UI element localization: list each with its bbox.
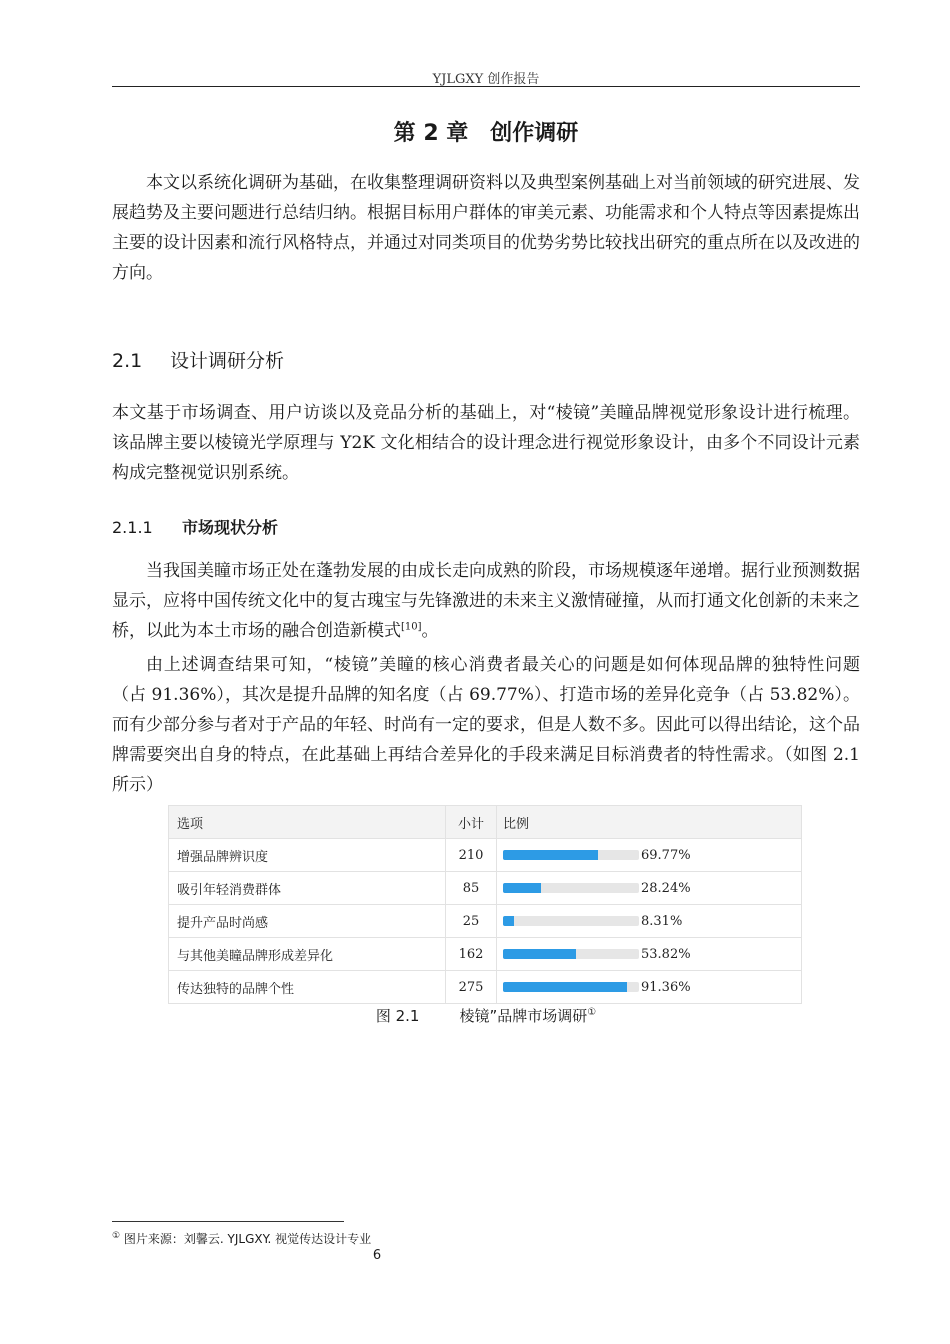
row-option: 增强品牌辨识度	[169, 839, 446, 872]
ratio-bar-group	[503, 980, 801, 995]
ratio-bar-track	[503, 883, 639, 893]
footnote-text: 图片来源：刘馨云. YJLGXY. 视觉传达设计专业	[123, 1232, 372, 1246]
row-option: 提升产品时尚感	[169, 905, 446, 938]
citation-ref[interactable]: [10]	[401, 621, 422, 633]
footnote-ref[interactable]: ①	[587, 1007, 597, 1018]
section-title: 设计调研分析	[170, 350, 285, 372]
footnote-mark: ①	[112, 1231, 121, 1241]
header-ratio: 比例	[497, 806, 802, 839]
ratio-percent: 91.36%	[641, 979, 691, 995]
ratio-bar-fill	[503, 949, 576, 959]
table-row	[169, 839, 802, 872]
ratio-bar-fill	[503, 982, 627, 992]
figure-title: 棱镜”品牌市场调研	[459, 1007, 588, 1025]
row-ratio	[497, 905, 802, 938]
market-paragraph-1	[112, 556, 860, 646]
row-count: 210	[446, 839, 497, 872]
running-header: YJLGXY 创作报告	[432, 72, 540, 87]
row-ratio	[497, 839, 802, 872]
row-option: 吸引年轻消费群体	[169, 872, 446, 905]
footnote	[112, 1230, 371, 1247]
table-row	[169, 872, 802, 905]
row-count: 162	[446, 938, 497, 971]
row-count: 85	[446, 872, 497, 905]
ratio-percent: 28.24%	[641, 880, 691, 896]
ratio-bar-group	[503, 848, 801, 863]
table-row	[169, 938, 802, 971]
row-option: 与其他美瞳品牌形成差异化	[169, 938, 446, 971]
subsection-title: 市场现状分析	[182, 518, 279, 537]
subsection-number: 2.1.1	[112, 518, 153, 537]
section-2-1-paragraph: 本文基于市场调查、用户访谈以及竞品分析的基础上，对“棱镜”美瞳品牌视觉形象设计进行梳理。该品牌主要以棱镜光学原理与 Y2K 文化相结合的设计理念进行视觉形象设计，由多个不同设计元素构成完整视觉识别系统。	[112, 403, 860, 483]
header-option: 选项	[169, 806, 446, 839]
ratio-bar-fill	[503, 850, 598, 860]
section-number: 2.1	[112, 350, 143, 372]
ratio-bar-track	[503, 949, 639, 959]
ratio-bar-fill	[503, 916, 514, 926]
footnote-rule	[112, 1221, 344, 1222]
ratio-bar-group	[503, 881, 801, 896]
intro-paragraph: 本文以系统化调研为基础，在收集整理调研资料以及典型案例基础上对当前领域的研究进展、发展趋势及主要问题进行总结归纳。根据目标用户群体的审美元素、功能需求和个人特点等因素提炼出主要的设计因素和流行风格特点，并通过对同类项目的优势劣势比较找出研究的重点所在以及改进的方向。	[112, 173, 860, 283]
header-rule	[112, 86, 860, 87]
ratio-bar-group	[503, 947, 801, 962]
row-count: 275	[446, 971, 497, 1004]
ratio-bar-fill	[503, 883, 541, 893]
survey-header-row	[169, 806, 802, 839]
market-paragraph-2: 由上述调查结果可知，“棱镜”美瞳的核心消费者最关心的问题是如何体现品牌的独特性问题（占 91.36%），其次是提升品牌的知名度（占 69.77%）、打造市场的差异化竞争（占 53.82%）。而有少部分参与者对于产品的年轻、时尚有一定的要求，但是人数不多。因此可以得出结论，这个品牌需要突出自身的特点，在此基础上再结合差异化的手段来满足目标消费者的特性需求。（如图 2.1 所示）	[112, 655, 860, 795]
ratio-bar-track	[503, 916, 639, 926]
ratio-bar-group	[503, 914, 801, 929]
row-ratio	[497, 872, 802, 905]
market-paragraph-1-text: 当我国美瞳市场正处在蓬勃发展的由成长走向成熟的阶段，市场规模逐年递增。据行业预测数据显示，应将中国传统文化中的复古瑰宝与先锋激进的未来主义激情碰撞，从而打通文化创新的未来之桥，以此为本土市场的融合创造新模式	[112, 561, 860, 641]
ratio-percent: 8.31%	[641, 913, 683, 929]
row-option: 传达独特的品牌个性	[169, 971, 446, 1004]
table-row	[169, 905, 802, 938]
ratio-bar-track	[503, 982, 639, 992]
row-count: 25	[446, 905, 497, 938]
figure-label: 图 2.1	[375, 1007, 420, 1025]
market-paragraph-1-end: 。	[421, 621, 439, 641]
section-heading-2-1-1	[112, 515, 278, 538]
page-number: 6	[372, 1248, 382, 1263]
section-heading-2-1	[112, 346, 284, 373]
ratio-percent: 53.82%	[641, 946, 691, 962]
header-count: 小计	[446, 806, 497, 839]
figure-caption	[112, 1005, 860, 1026]
ratio-bar-track	[503, 850, 639, 860]
table-row	[169, 971, 802, 1004]
row-ratio	[497, 971, 802, 1004]
chapter-title: 第 2 章 创作调研	[393, 121, 579, 146]
ratio-percent: 69.77%	[641, 847, 691, 863]
row-ratio	[497, 938, 802, 971]
survey-table	[168, 805, 802, 1004]
